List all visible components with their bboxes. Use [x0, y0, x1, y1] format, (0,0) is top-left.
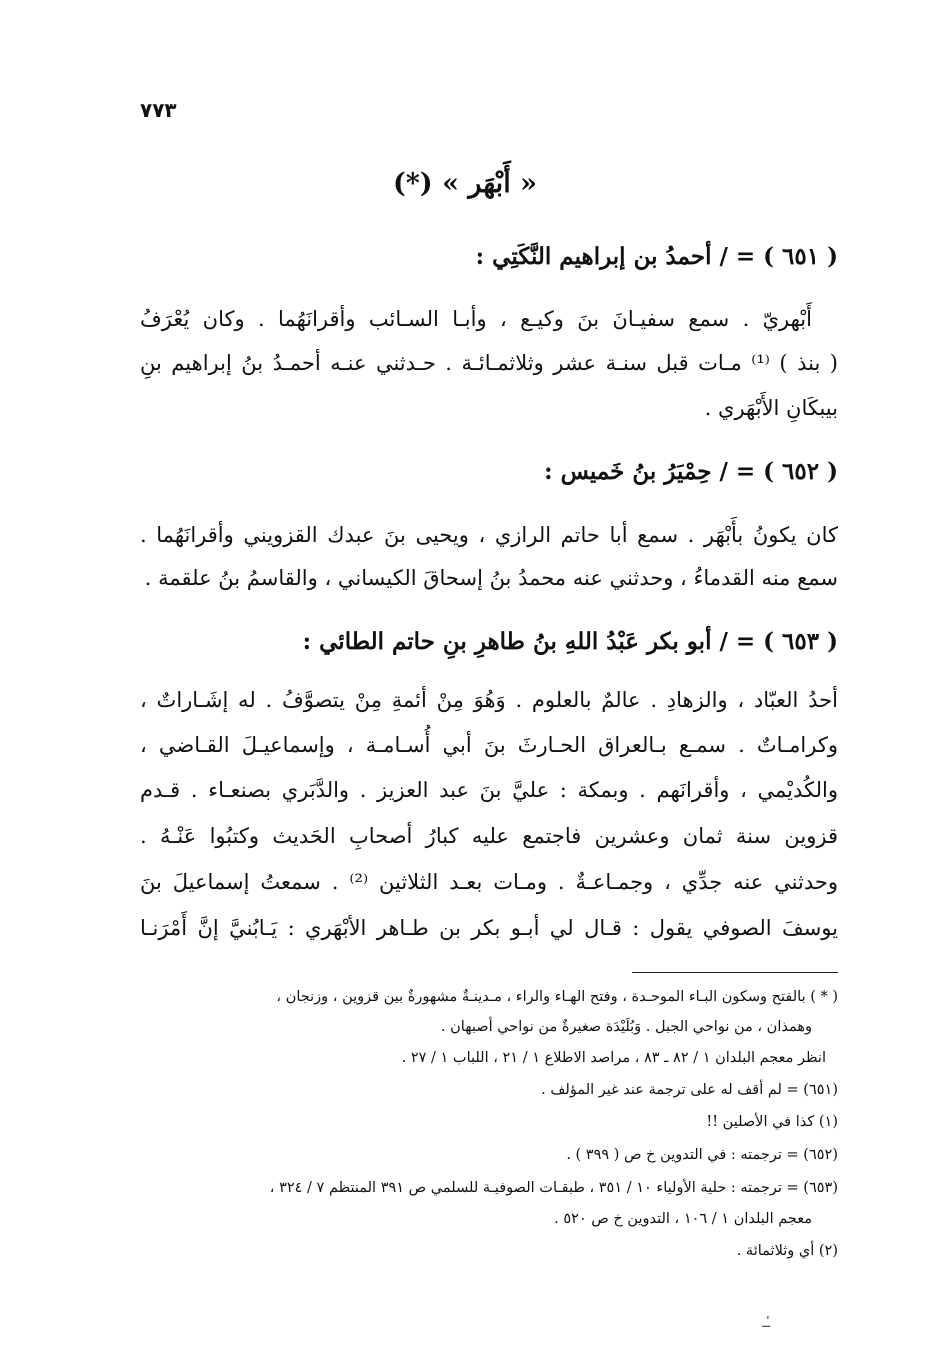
entry-heading-651: ( ٦٥١ ) = / أحمدُ بن إبراهيم النَّكَتِي : — [475, 243, 838, 270]
entry-651-line-3: بيبكَانِ الأَبْهَري . — [704, 396, 838, 420]
entry-653-line-5: وحدثني عنه جدِّي ، وجمـاعـةٌ . ومـات بعـد الثلاثين ⁽²⁾ . سمعتُ إسماعيلَ بنَ — [140, 870, 839, 894]
entry-heading-652: ( ٦٥٢ ) = / حِمْيَرُ بنُ خَميس : — [544, 458, 838, 485]
footnote-divider — [632, 972, 838, 973]
entry-651-line-2: ( بنذ ) ⁽¹⁾ مـات قبل سنـة عشر وثلاثمـائـة . حـدثني عنـه أحمـدُ بنُ إبراهيم بنِ — [140, 351, 838, 375]
footnote-star-line-3: انظر معجم البلدان ١ / ٨٢ ـ ٨٣ ، مراصد الاطلاع ١ / ٢١ ، اللباب ١ / ٢٧ . — [401, 1050, 826, 1066]
entry-653-line-6: يوسفَ الصوفي يقول : قـال لي أبـو بكر بن طـاهر الأبْهَري : يَـابُنيَّ إنَّ أَمْرَنـا — [140, 916, 838, 940]
footnote-star-line-1: ( * ) بالفتح وسكون البـاء الموحـدة ، وفتح الهـاء والراء ، مـدينـةٌ مشهورةٌ بين قزوين ، وزنجان ، — [276, 989, 838, 1005]
entry-651-line-1: أَبْهريّ . سمع سفيـانَ بنَ وكيـع ، وأبـا السـائب وأقرانَهُما . وكان يُعْرَفُ — [140, 307, 812, 331]
entry-653-line-3: والكُديْمي ، وأقرانَهم . وبمكة : عليَّ بنَ عبد العزيز . والدَّبَري بصنعـاء . قـدم — [140, 778, 838, 802]
entry-653-line-4: قزوين سنة ثمان وعشرين فاجتمع عليه كبارُ أصحابِ الحَديث وكتبُوا عَنْـهُ . — [140, 824, 838, 848]
footnote-653-line-1: (٦٥٣) = ترجمته : حلية الأولياء ١٠ / ٣٥١ ، طبقـات الصوفيـة للسلمي ص ٣٩١ المنتظم ٧ / ٣٢٤ ، — [269, 1180, 838, 1196]
footnote-1: (١) كذا في الأصلين !! — [706, 1114, 838, 1130]
footnote-651: (٦٥١) = لم أقف له على ترجمة عند غير المؤلف . — [541, 1082, 838, 1098]
entry-652-line-2: سمع منه القدماءُ ، وحدثني عنه محمدُ بنُ إسحاقَ الكيساني ، والقاسمُ بنُ علقمة . — [144, 566, 838, 590]
section-title: « أَبْهَر » (*) — [393, 168, 537, 199]
page-number: ٧٧٣ — [140, 98, 177, 122]
entry-653-line-1: أحدُ العبّاد ، والزهادِ . عالمٌ بالعلوم . وَهُوَ مِنْ أئمةِ مِنْ يتصوَّفُ . له إشَـاراتٌ ، — [140, 688, 838, 712]
entry-653-line-2: وكرامـاتٌ . سمـع بـالعراق الحـارثَ بنَ أبي أُسـامـة ، وإسماعيـلَ القـاضي ، — [140, 733, 838, 757]
entry-652-line-1: كان يكونُ بأَبْهَر . سمع أبا حاتم الرازي ، ويحيى بنَ عبدك القزويني وأقرانَهُما . — [140, 523, 838, 547]
entry-heading-653: ( ٦٥٣ ) = / أبو بكر عَبْدُ اللهِ بنُ طاهرِ بنِ حاتم الطائي : — [302, 628, 838, 655]
footnote-652: (٦٥٢) = ترجمته : في التدوين خ ص ( ٣٩٩ ) . — [566, 1147, 838, 1163]
footnote-star-line-2: وهمذان ، من نواحي الجبل . وَبُلَيْدَة صغيرةٌ من نواحي أصبهان . — [440, 1019, 812, 1035]
footnote-2: (٢) أي وثلاثمائة . — [736, 1243, 838, 1259]
bottom-mark: ـٔـ — [762, 1315, 771, 1331]
footnote-653-line-2: معجم البلدان ١ / ١٠٦ ، التدوين خ ص ٥٢٠ . — [554, 1211, 812, 1227]
